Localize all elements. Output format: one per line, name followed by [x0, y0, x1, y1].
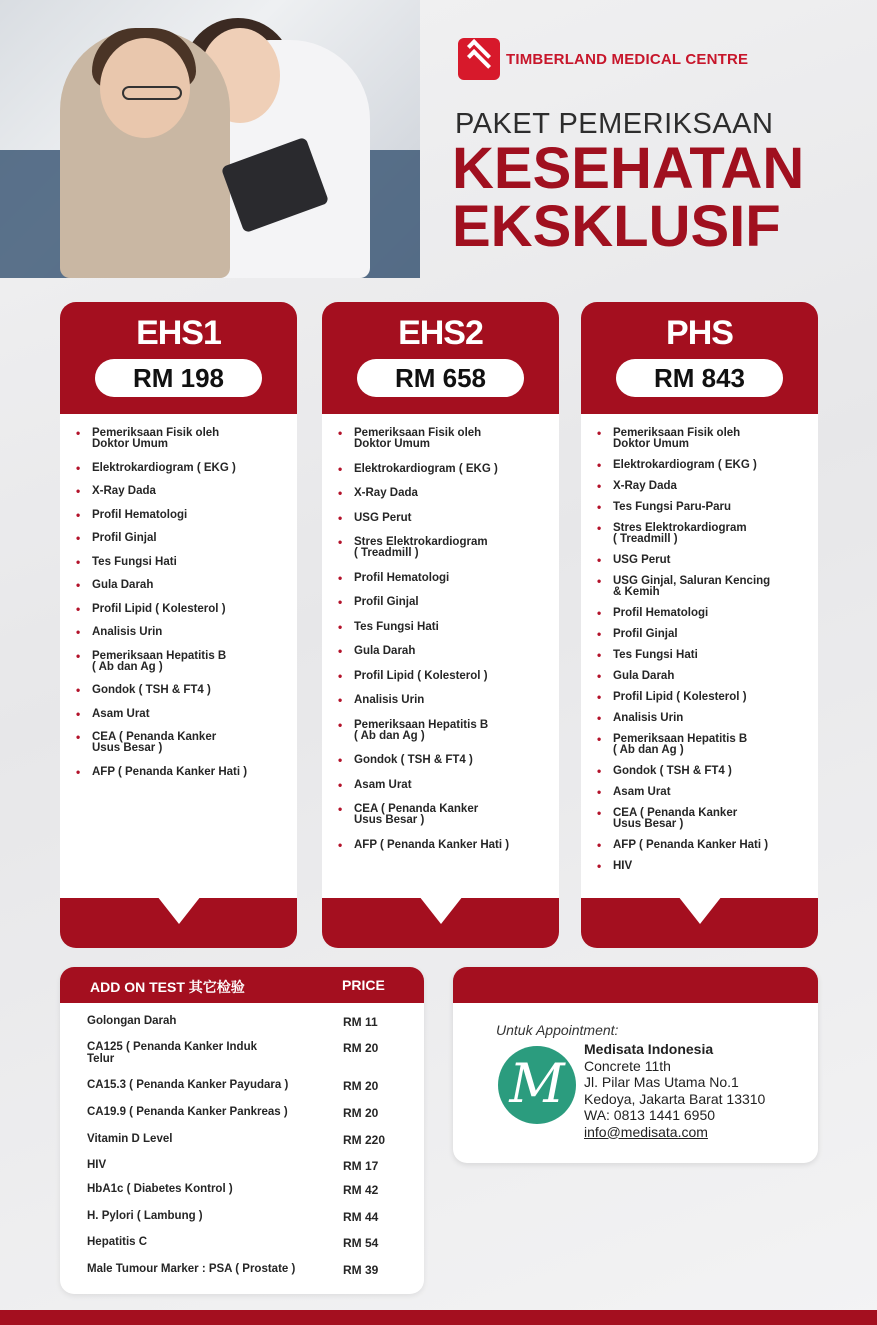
package-item-text: • Stres Elektrokardiogram	[354, 536, 488, 548]
appointment-header	[453, 967, 818, 1003]
addon-test-price: RM 20	[343, 1106, 379, 1120]
package-item	[76, 651, 287, 673]
package-item	[76, 486, 287, 497]
package-items	[581, 414, 818, 898]
package-item-text: Usus Besar )	[92, 742, 163, 754]
addon-test-price: RM 11	[343, 1015, 378, 1029]
package-item-text: • Profil Lipid ( Kolesterol )	[92, 602, 226, 615]
addon-price-header: PRICE	[342, 977, 385, 993]
addon-test-price: RM 17	[343, 1159, 379, 1173]
package-item	[597, 555, 808, 566]
headline-line2: KESEHATAN	[452, 136, 805, 201]
package-item	[338, 622, 549, 633]
card-notch	[419, 896, 463, 924]
package-price: RM 198	[95, 359, 262, 397]
package-item	[597, 502, 808, 513]
package-item	[338, 840, 549, 851]
hero-photo	[0, 0, 420, 278]
package-item	[597, 576, 808, 598]
package-item-text: • Profil Ginjal	[354, 596, 419, 608]
addon-test-line: CA125 ( Penanda Kanker Induk	[87, 1041, 257, 1053]
package-item	[76, 428, 287, 450]
address-line1: Concrete 11th	[584, 1057, 671, 1074]
package-price: RM 843	[616, 359, 783, 397]
package-item-text: • Tes Fungsi Hati	[354, 620, 439, 633]
phone-number: WA: 0813 1441 6950	[584, 1107, 716, 1123]
addon-test-price: RM 220	[343, 1133, 386, 1147]
card-notch	[157, 896, 201, 924]
package-item-text: • Gondok ( TSH & FT4 )	[354, 754, 473, 766]
package-item	[597, 523, 808, 545]
package-item	[338, 804, 549, 826]
package-item-text: • Pemeriksaan Hepatitis B	[613, 733, 748, 745]
package-item	[338, 755, 549, 766]
addon-test-name	[87, 1079, 327, 1091]
package-item-text: • Elektrokardiogram ( EKG )	[92, 461, 236, 474]
appointment-card	[453, 967, 818, 1163]
package-item-text: ( Treadmill )	[613, 533, 678, 545]
package-item-text: • USG Perut	[613, 554, 671, 566]
package-items	[322, 414, 559, 898]
footer-bar	[0, 1310, 877, 1325]
package-item	[338, 488, 549, 499]
headline-main	[452, 136, 805, 259]
addon-test-line: Golongan Darah	[87, 1015, 177, 1027]
addon-test-line: Vitamin D Level	[87, 1133, 173, 1145]
package-item-text: • Asam Urat	[613, 786, 671, 798]
package-item-text: • Gula Darah	[354, 645, 416, 657]
addon-test-name	[87, 1041, 327, 1065]
package-item-text: • Gondok ( TSH & FT4 )	[92, 684, 211, 696]
package-item-text: • CEA ( Penanda Kanker	[354, 803, 479, 815]
package-item	[597, 671, 808, 682]
package-item	[597, 428, 808, 450]
package-item	[76, 510, 287, 521]
package-item-text: • Profil Lipid ( Kolesterol )	[354, 669, 488, 682]
package-item-text: • Tes Fungsi Paru-Paru	[613, 501, 732, 513]
addon-test-name	[87, 1015, 327, 1027]
addon-header	[60, 967, 424, 1003]
package-item	[597, 460, 808, 471]
package-card-phs	[581, 302, 818, 948]
package-item-text: • Elektrokardiogram ( EKG )	[354, 462, 498, 475]
package-item-text: • Profil Ginjal	[92, 532, 157, 544]
package-item-text: • CEA ( Penanda Kanker	[613, 807, 738, 819]
addon-test-line: Hepatitis C	[87, 1236, 148, 1248]
addon-test-price: RM 44	[343, 1210, 379, 1224]
package-item-text: ( Ab dan Ag )	[613, 744, 684, 756]
package-item-text: • Asam Urat	[92, 707, 150, 720]
package-item-list	[322, 414, 559, 851]
package-item-text: • Pemeriksaan Hepatitis B	[354, 718, 489, 731]
package-item-text: • Elektrokardiogram ( EKG )	[613, 459, 757, 471]
package-item-text: • CEA ( Penanda Kanker	[92, 731, 217, 743]
package-item	[338, 464, 549, 475]
glasses-shape	[122, 86, 182, 100]
package-item	[76, 685, 287, 696]
package-item	[338, 537, 549, 559]
package-item-text: • USG Perut	[354, 511, 412, 524]
package-item-text: • Tes Fungsi Hati	[92, 555, 177, 568]
addon-test-price: RM 20	[343, 1041, 379, 1055]
package-item-text: Usus Besar )	[613, 818, 684, 830]
addon-test-line: CA15.3 ( Penanda Kanker Payudara )	[87, 1079, 289, 1091]
package-price: RM 658	[357, 359, 524, 397]
package-item	[597, 861, 808, 872]
package-card-ehs1	[60, 302, 297, 948]
package-item-text: • AFP ( Penanda Kanker Hati )	[354, 838, 510, 851]
addon-test-line: HbA1c ( Diabetes Kontrol )	[87, 1183, 233, 1195]
appointment-label: Untuk Appointment:	[496, 1022, 619, 1038]
card-notch	[678, 896, 722, 924]
addon-title: ADD ON TEST 其它检验	[90, 979, 245, 995]
package-item	[597, 692, 808, 703]
addon-test-line: CA19.9 ( Penanda Kanker Pankreas )	[87, 1106, 288, 1118]
package-item-text: • X-Ray Dada	[92, 485, 156, 497]
package-item-text: ( Ab dan Ag )	[354, 729, 425, 742]
package-item	[338, 695, 549, 706]
addon-test-line: Telur	[87, 1053, 115, 1065]
addon-test-name	[87, 1263, 327, 1275]
package-item	[76, 580, 287, 591]
package-item-text: & Kemih	[613, 586, 660, 598]
package-name: EHS1	[136, 314, 221, 352]
package-item	[597, 481, 808, 492]
package-item-text: • Analisis Urin	[92, 626, 163, 638]
package-item	[338, 671, 549, 682]
package-item	[597, 629, 808, 640]
package-item-text: Doktor Umum	[354, 438, 431, 450]
package-item	[76, 767, 287, 778]
package-item-text: • HIV	[613, 860, 633, 872]
package-item	[597, 808, 808, 830]
addon-test-price: RM 54	[343, 1236, 379, 1250]
addon-test-name	[87, 1106, 327, 1118]
package-item-text: • USG Ginjal, Saluran Kencing	[613, 575, 771, 587]
headline-line3: EKSKLUSIF	[452, 194, 781, 259]
package-item	[76, 627, 287, 638]
package-item-text: • Pemeriksaan Fisik oleh	[92, 427, 220, 439]
package-item-text: • Profil Ginjal	[613, 628, 678, 640]
address-line3: Kedoya, Jakarta Barat 13310	[584, 1090, 766, 1107]
medisata-logo-icon: M	[498, 1046, 576, 1124]
package-card-ehs2	[322, 302, 559, 948]
addon-test-name	[87, 1236, 327, 1248]
package-item	[597, 650, 808, 661]
addon-test-price: RM 20	[343, 1079, 379, 1093]
package-item-text: • Analisis Urin	[354, 694, 425, 706]
package-item	[76, 557, 287, 568]
addon-test-name	[87, 1210, 327, 1222]
package-item-text: • Profil Hematologi	[92, 508, 188, 521]
package-item-text: Doktor Umum	[613, 438, 690, 450]
addon-test-table	[60, 967, 424, 1294]
package-item-text: ( Treadmill )	[354, 547, 419, 559]
timberland-logo-icon	[458, 38, 500, 80]
package-item	[76, 604, 287, 615]
package-item-text: • Gula Darah	[92, 579, 154, 591]
package-name: PHS	[666, 314, 733, 352]
package-item	[338, 513, 549, 524]
email-link[interactable]: info@medisata.com	[584, 1123, 708, 1140]
package-item	[597, 608, 808, 619]
address-line2: Jl. Pilar Mas Utama No.1	[584, 1074, 739, 1090]
contact-info	[584, 1041, 765, 1140]
package-item-list	[60, 414, 297, 778]
package-item-list	[581, 414, 818, 872]
addon-test-name	[87, 1183, 327, 1195]
package-item	[76, 463, 287, 474]
package-item-text: Usus Besar )	[354, 814, 425, 826]
brand-name: TIMBERLAND MEDICAL CENTRE	[506, 50, 749, 68]
package-item-text: • Profil Lipid ( Kolesterol )	[613, 691, 747, 703]
package-item	[338, 780, 549, 791]
package-item	[338, 720, 549, 742]
package-item-text: • Gondok ( TSH & FT4 )	[613, 765, 732, 777]
package-item	[338, 428, 549, 450]
brand-logo	[458, 38, 748, 80]
addon-test-name	[87, 1159, 327, 1171]
package-item-text: • AFP ( Penanda Kanker Hati )	[92, 765, 248, 778]
addon-test-price: RM 42	[343, 1183, 379, 1197]
addon-test-name	[87, 1133, 327, 1145]
package-item-text: • Gula Darah	[613, 670, 675, 682]
package-item-text: • Pemeriksaan Hepatitis B	[92, 649, 227, 662]
headline-line1: PAKET PEMERIKSAAN	[455, 108, 774, 140]
package-name: EHS2	[398, 314, 483, 352]
package-item-text: • Stres Elektrokardiogram	[613, 522, 747, 534]
package-item	[338, 597, 549, 608]
addon-test-line: HIV	[87, 1159, 107, 1171]
package-item-text: Doktor Umum	[92, 438, 169, 450]
package-item-text: • Asam Urat	[354, 778, 412, 791]
package-item	[597, 840, 808, 851]
package-item-text: • AFP ( Penanda Kanker Hati )	[613, 839, 769, 851]
package-item-text: • Pemeriksaan Fisik oleh	[613, 427, 741, 439]
package-items	[60, 414, 297, 898]
package-item-text: • Tes Fungsi Hati	[613, 649, 698, 661]
package-item-text: • X-Ray Dada	[613, 480, 677, 492]
package-item-text: • Profil Hematologi	[613, 607, 709, 619]
package-item	[76, 533, 287, 544]
addon-test-price: RM 39	[343, 1263, 379, 1277]
package-item	[597, 766, 808, 777]
package-item	[597, 787, 808, 798]
package-item-text: • Pemeriksaan Fisik oleh	[354, 427, 482, 439]
package-item	[338, 646, 549, 657]
package-item	[597, 734, 808, 756]
package-item	[338, 573, 549, 584]
package-item-text: • X-Ray Dada	[354, 487, 418, 499]
package-item-text: • Profil Hematologi	[354, 571, 450, 584]
package-item-text: ( Ab dan Ag )	[92, 660, 163, 673]
package-item	[597, 713, 808, 724]
package-item	[76, 709, 287, 720]
package-item-text: • Analisis Urin	[613, 712, 684, 724]
package-item	[76, 732, 287, 754]
addon-test-line: Male Tumour Marker : PSA ( Prostate )	[87, 1263, 296, 1275]
addon-test-line: H. Pylori ( Lambung )	[87, 1210, 203, 1222]
org-name: Medisata Indonesia	[584, 1041, 714, 1057]
